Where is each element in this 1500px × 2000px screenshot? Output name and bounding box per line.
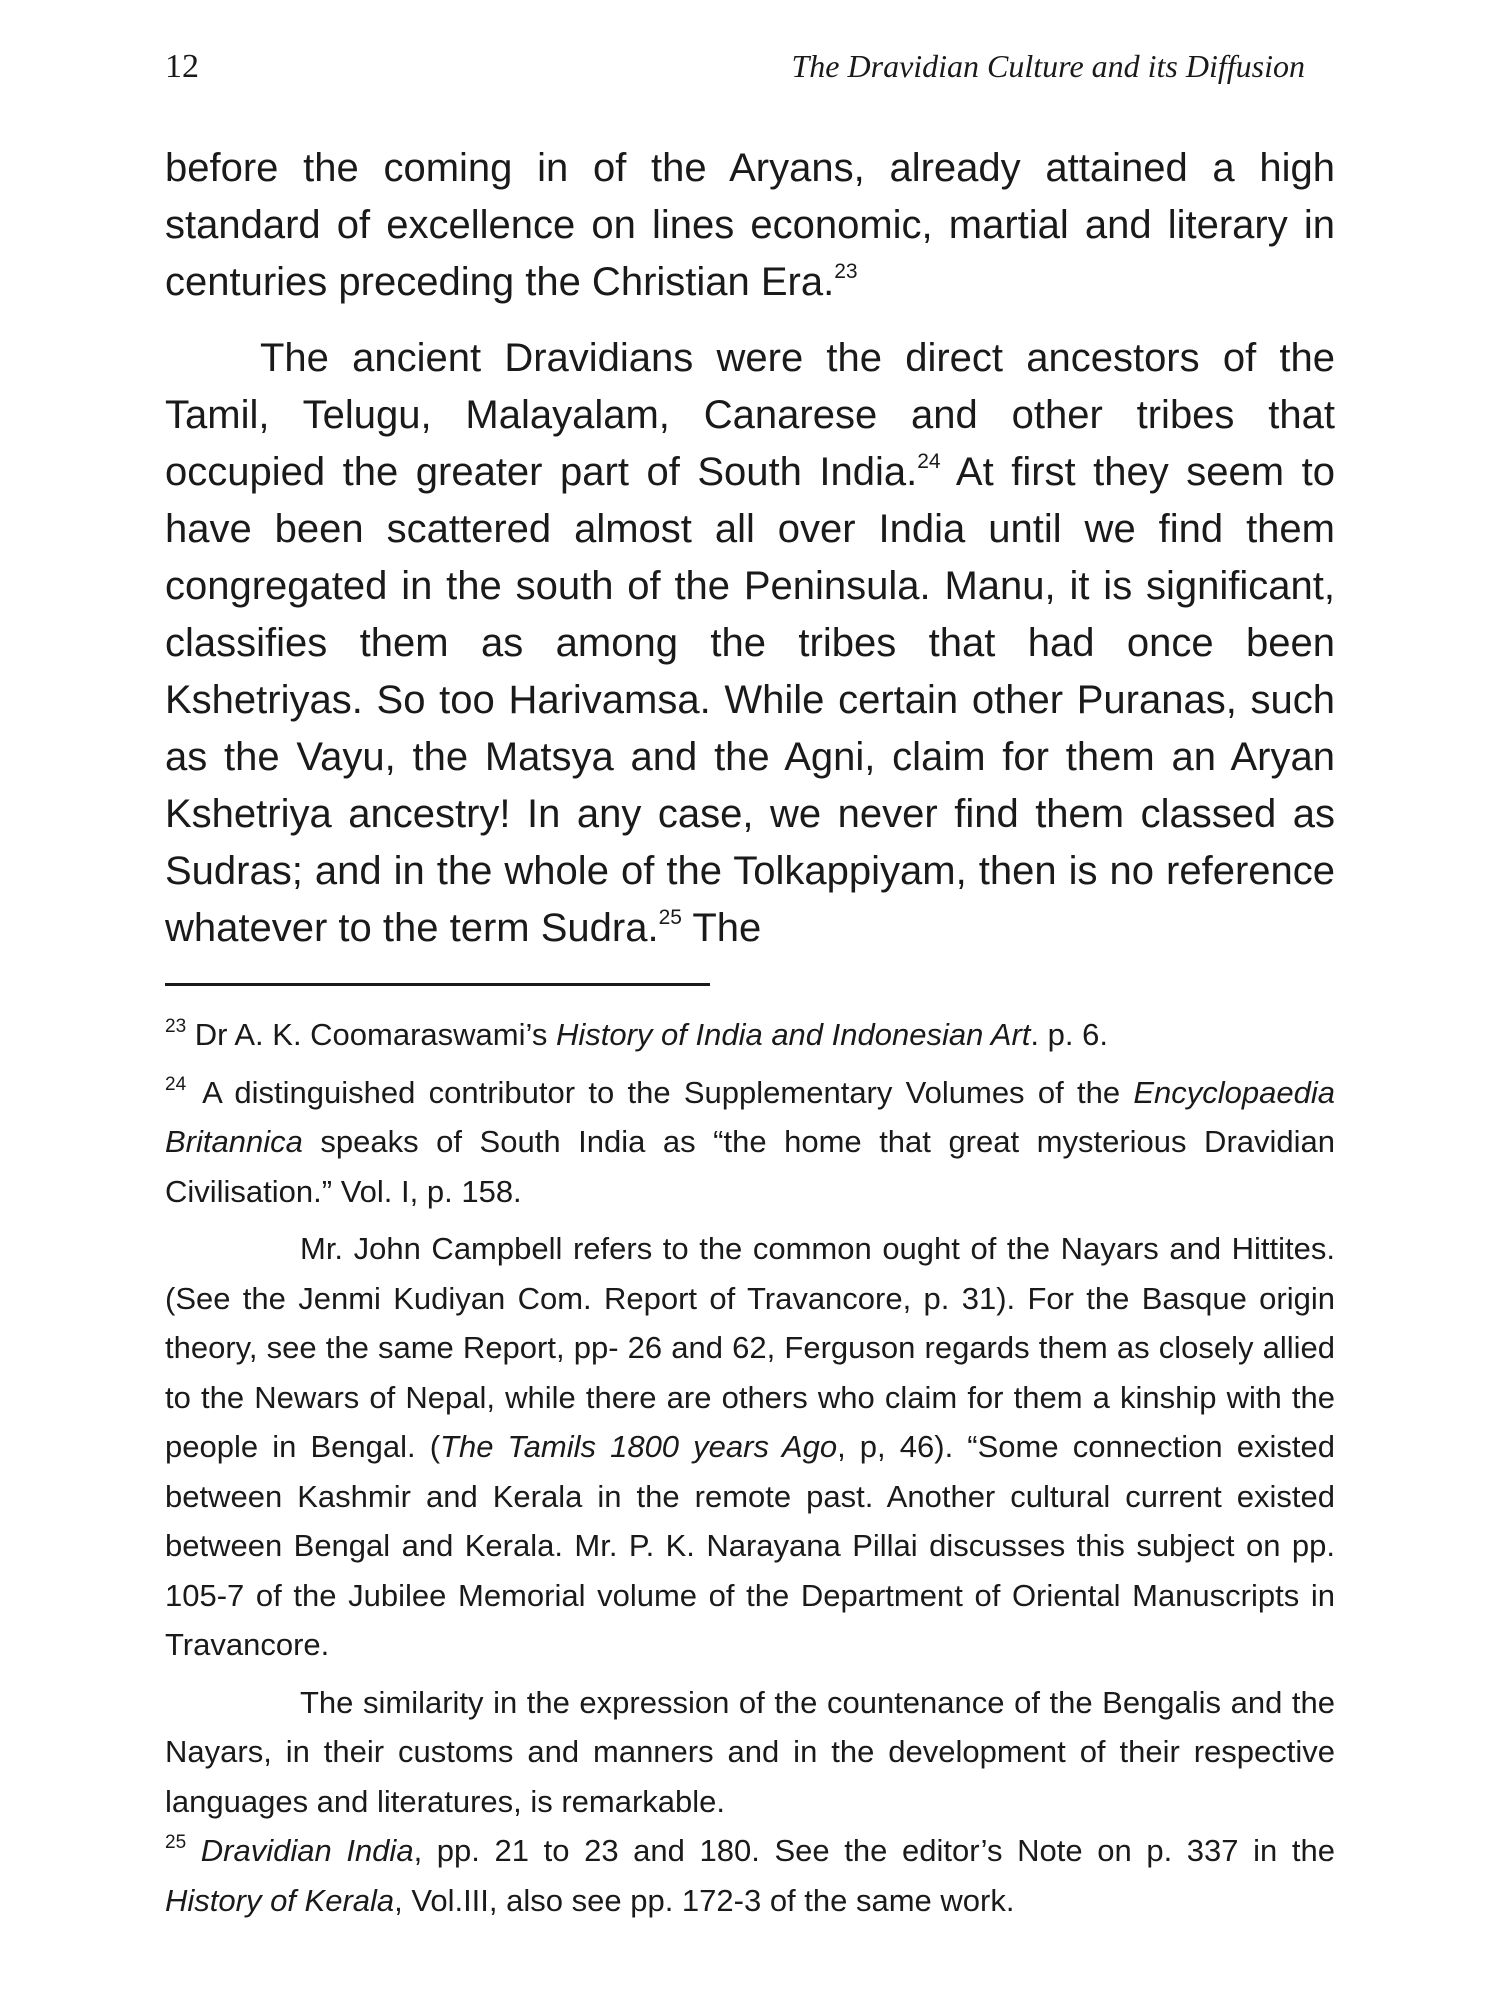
footnote-24-paragraph-3 [165,1678,1335,1827]
footnote-23-page: . p. 6. [1030,1017,1108,1052]
paragraph-1-text: before the coming in of the Aryans, already attained a high standard of excellence on lines economic, martial and literary in centuries preceding the Christian Era. [165,146,1335,304]
footnote-24-p3-text: The similarity in the expression of the countenance of the Bengalis and the Nayars, in their customs and manners and in the development of their respective languages and literatures, is remarkable. [165,1684,1335,1819]
footnote-24-paragraph-2 [165,1224,1335,1670]
footnote-25 [165,1826,1335,1925]
footnote-24-rest: speaks of South India as “the home that great mysterious Dravidian Civilisation.” Vol. I, p. 158. [165,1124,1335,1209]
footnote-mark-24: 24 [165,1073,187,1095]
footnote-24-p2-title: The Tamils 1800 years Ago [440,1429,838,1464]
footnote-divider [165,983,710,986]
footnote-23 [165,1010,1335,1060]
page-number: 12 [165,48,199,85]
running-header [165,48,1305,98]
paragraph-2-text-b: At first they seem to have been scattered almost all over India until we find them congregated in the south of the Peninsula. Manu, it is significant, classifies them as among the tribes that had once been Kshetriyas. So too Harivamsa. While certain other Puranas, such as the Vayu, the Matsya and the Agni, claim for them an Aryan Kshetriya ancestry! In any case, we never find them classed as Sudras; and in the whole of the Tolkappiyam, then is no reference whatever to the term Sudra. [165,450,1335,950]
footnote-25-rest: , Vol.III, also see pp. 172-3 of the same work. [394,1882,1015,1918]
running-title: The Dravidian Culture and its Diffusion [791,48,1305,84]
footnote-23-text: Dr A. K. Coomaraswami’s [186,1017,556,1052]
footnote-24-p2-text: Mr. John Campbell refers to the common ought of the Nayars and Hittites. (See the Jenmi Kudiyan Com. Report of Travancore, p. 31). For the Basque origin theory, see the same Report, pp- 26 and 62, Ferguson regards them as closely allied to the Newars of Nepal, while there are others who claim for them a kinship with the people in Bengal. ( [165,1231,1335,1464]
paragraph-1 [165,140,1335,311]
footnote-24-text: A distinguished contributor to the Supplementary Volumes of the [202,1074,1134,1110]
footnote-24-title: Encyclopaedia Britannica [165,1074,1335,1159]
footnote-25-title-2: History of Kerala [165,1882,395,1918]
footnote-24 [165,1068,1335,1217]
footnote-ref-24: 24 [917,450,941,473]
footnote-25-text: , pp. 21 to 23 and 180. See the editor’s Note on p. 337 in the [413,1833,1335,1868]
paragraph-2-text-c: The [681,906,762,950]
footnote-ref-23: 23 [834,260,858,283]
footnotes [165,1010,1335,1925]
footnote-24-p2-rest: , p, 46). “Some connection existed between Kashmir and Kerala in the remote past. Another cultural current existed between Bengal and Kerala. Mr. P. K. Narayana Pillai discusses this subject on pp. 105-7 of the Jubilee Memorial volume of the Department of Oriental Manuscripts in Travancore. [165,1429,1335,1662]
footnote-mark-23: 23 [165,1016,187,1037]
paragraph-2 [165,330,1335,957]
footnote-mark-25: 25 [165,1832,187,1853]
footnote-25-title-1: Dravidian India [200,1833,414,1868]
footnote-ref-25: 25 [658,906,682,929]
footnote-23-title: History of India and Indonesian Art [555,1017,1031,1052]
main-text [165,140,1335,957]
paragraph-2-text-a: The ancient Dravidians were the direct ancestors of the Tamil, Telugu, Malayalam, Canarese and other tribes that occupied the greater part of South India. [165,336,1335,494]
